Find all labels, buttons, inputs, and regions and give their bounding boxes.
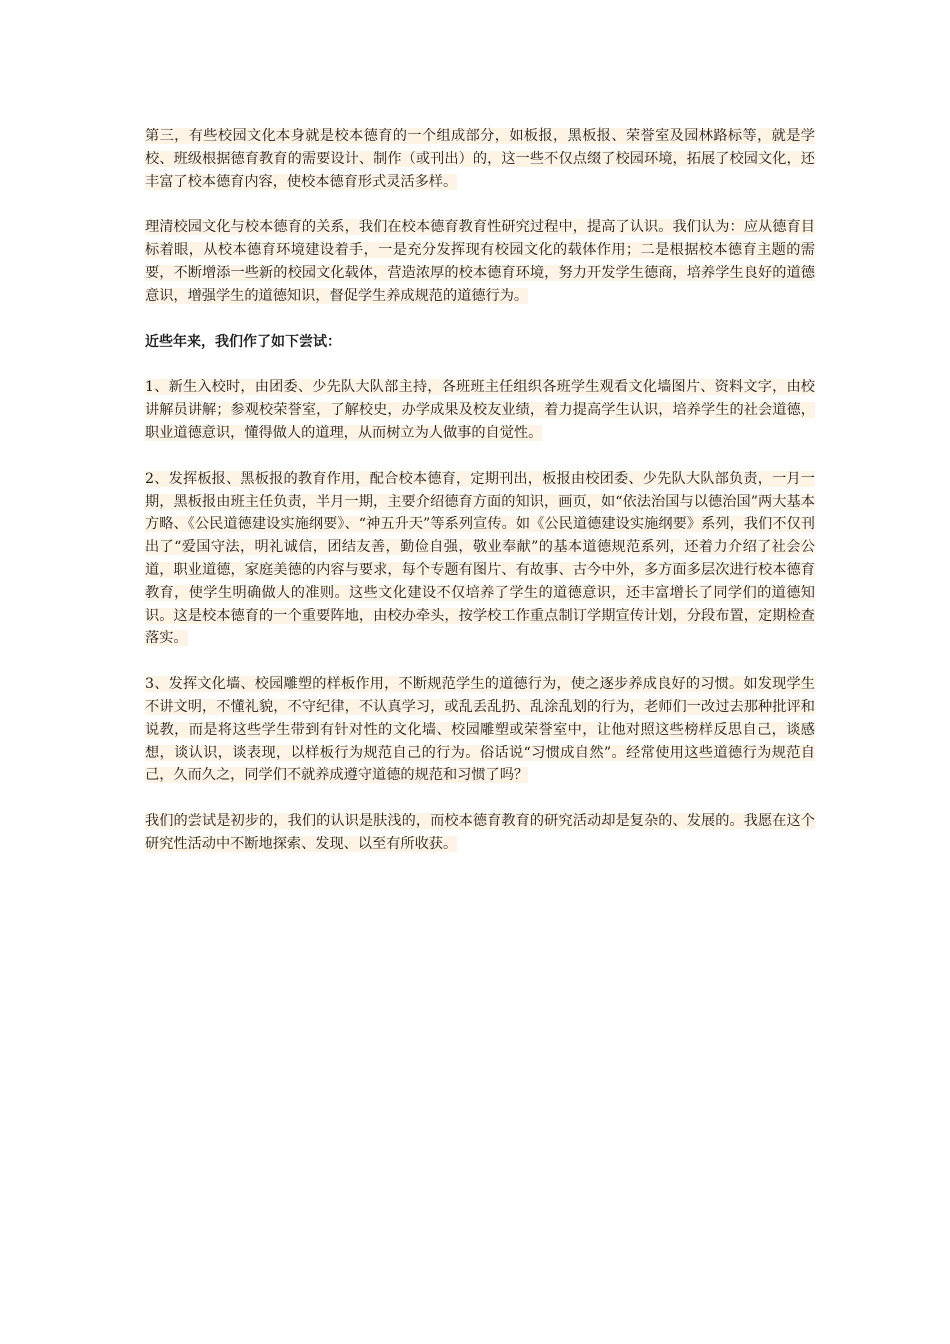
document-body [145,125,815,879]
list-item-text: 3、发挥文化墙、校园雕塑的样板作用，不断规范学生的道德行为，使之逐步养成良好的习惯。如发现学生不讲文明，不懂礼貌，不守纪律，不认真学习，或乱丢乱扔、乱涂乱划的行为，老师们一改过去那种批评和说教，而是将这些学生带到有针对性的文化墙、校园雕塑或荣誉室中，让他对照这些榜样反思自己，谈感想，谈认识，谈表现，以样板行为规范自己的行为。俗话说“习惯成自然”。经常使用这些道德行为规范自己，久而久之，同学们不就养成遵守道德的规范和习惯了吗？ [145,676,815,784]
list-item-text: 2、发挥板报、黑板报的教育作用，配合校本德育，定期刊出，板报由校团委、少先队大队部负责，一月一期，黑板报由班主任负责，半月一期，主要介绍德育方面的知识，画页，如“依法治国与以德治国”两大基本方略、《公民道德建设实施纲要》、“神五升天”等系列宣传。如《公民道德建设实施纲要》系列，我们不仅刊出了“爱国守法，明礼诚信，团结友善，勤俭自强，敬业奉献”的基本道德规范系列，还着力介绍了社会公道，职业道德，家庭美德的内容与要求，每个专题有图片、有故事、古今中外，多方面多层次进行校本德育教育，使学生明确做人的准则。这些文化建设不仅培养了学生的道德意识，还丰富增长了同学们的道德知识。这是校本德育的一个重要阵地，由校办牵头，按学校工作重点制订学期宣传计划，分段布置，定期检查落实。 [145,470,815,647]
list-item-1 [145,376,815,444]
section-heading: 近些年来，我们作了如下尝试： [145,333,341,350]
list-item-3 [145,673,815,787]
paragraph-third-point [145,125,815,193]
paragraph-text: 我们的尝试是初步的，我们的认识是肤浅的，而校本德育教育的研究活动却是复杂的、发展的。我愿在这个研究性活动中不断地探索、发现、以至有所收获。 [145,813,815,852]
paragraph-text: 第三，有些校园文化本身就是校本德育的一个组成部分，如板报，黑板报、荣誉室及园林路标等，就是学校、班级根据德育教育的需要设计、制作（或刊出）的，这一些不仅点缀了校园环境，拓展了校园文化，还丰富了校本德育内容，使校本德育形式灵活多样。 [145,128,815,190]
list-item-2 [145,468,815,650]
paragraph-closing [145,810,815,856]
list-item-text: 1、新生入校时，由团委、少先队大队部主持，各班班主任组织各班学生观看文化墙图片、资料文字，由校讲解员讲解；参观校荣誉室，了解校史，办学成果及校友业绩，着力提高学生认识，培养学生的社会道德，职业道德意识，懂得做人的道理，从而树立为人做事的自觉性。 [145,379,815,441]
paragraph-relationship [145,216,815,307]
paragraph-text: 理清校园文化与校本德育的关系，我们在校本德育教育性研究过程中，提高了认识。我们认为：应从德育目标着眼，从校本德育环境建设着手，一是充分发挥现有校园文化的载体作用；二是根据校本德育主题的需要，不断增添一些新的校园文化载体，营造浓厚的校本德育环境，努力开发学生德商，培养学生良好的道德意识，增强学生的道德知识，督促学生养成规范的道德行为。 [145,219,815,304]
